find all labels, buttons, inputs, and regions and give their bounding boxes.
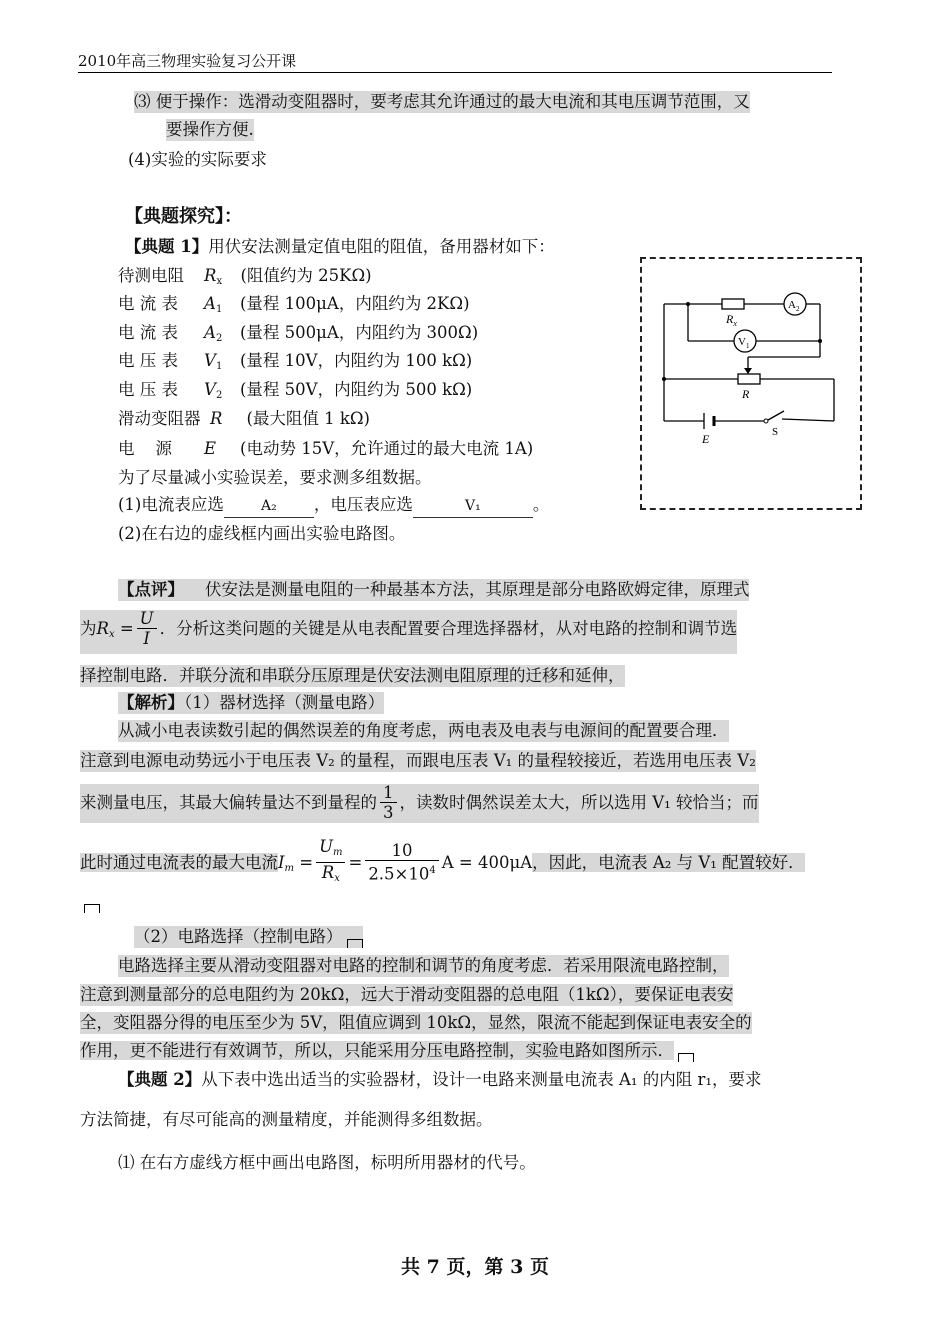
intro-point-4: (4)实验的实际要求 [128, 150, 267, 169]
switch-lever [768, 411, 784, 420]
analysis-p2-line1: 电路选择主要从滑动变阻器对电路的控制和调节的角度考虑．若采用限流电路控制， [118, 956, 729, 975]
one-third-num: 1 [380, 784, 397, 803]
equipment-description: (阻值约为 25KΩ) [240, 266, 372, 285]
switch-contact [764, 419, 768, 423]
junction-dot [818, 339, 822, 343]
equipment-name: 电 流 表 [118, 323, 178, 342]
analysis-p1-line3 [80, 784, 759, 823]
q1-prefix: (1)电流表应选 [118, 495, 224, 514]
rx-resistor-symbol [722, 299, 744, 309]
example-1-intro-text: 用伏安法测量定值电阻的阻值，备用器材如下： [208, 237, 555, 256]
current-value-fraction [365, 842, 438, 885]
equipment-symbol-sub: x [216, 276, 223, 287]
analysis-heading-2 [134, 926, 363, 948]
comment-text-1: 伏安法是测量电阻的一种最基本方法，其原理是部分电路欧姆定律，原理式 [204, 580, 750, 599]
one-third-fraction [380, 784, 397, 823]
current-numerator: 10 [365, 842, 438, 861]
p1-line3-pre: 来测量电压，其最大偏转量达不到量程的 [80, 793, 377, 812]
a2-label: $A_2$ [788, 299, 800, 313]
analysis-p2-line4 [80, 1040, 694, 1062]
equipment-item [118, 438, 533, 460]
analysis-p1-line4: 此时通过电流表的最大电流$I_m$ = $\frac{U_m}{R_x}$ = $\frac{10}{2.5\times 10^4}$ A = 400μA，因此，电流表 A₂ 与 V₁ 配置较好． [80, 838, 805, 890]
rx-label: $R_x$ [726, 312, 737, 328]
rheostat-label: R [742, 387, 750, 401]
example-1-question-1 [118, 494, 549, 518]
current-denominator: 2.5×10 [368, 864, 430, 884]
equipment-symbol-sub: 2 [216, 333, 223, 344]
rx-symbol: R [321, 863, 335, 882]
one-third-den: 3 [383, 803, 394, 822]
p1-line3-post: ，读数时偶然误差太大，所以选用 V₁ 较恰当；而 [399, 793, 759, 812]
example-1-question-2: (2)在右边的虚线框内画出实验电路图。 [118, 524, 406, 543]
example-2-tag: 【典题 2】 [118, 1070, 202, 1089]
im-sub: m [284, 863, 295, 874]
p1-line4-post: ，因此，电流表 A₂ 与 V₁ 配置较好． [532, 853, 805, 872]
equipment-symbol: V [204, 351, 216, 370]
equipment-symbol: R [204, 266, 217, 285]
um-sub: m [333, 847, 343, 858]
equipment-symbol: V [204, 380, 216, 399]
equipment-name: 电 源 [118, 439, 172, 458]
page-header-title: 2010年高三物理实验复习公开课 [78, 52, 297, 70]
page-footer: 共 7 页，第 3 页 [401, 1256, 549, 1278]
current-result: A = 400μA [441, 853, 533, 872]
equipment-name: 电 压 表 [118, 351, 178, 370]
comment-tag: 【点评】 [118, 580, 184, 599]
example-1-tag: 【典题 1】 [125, 237, 209, 256]
equipment-name: 待测电阻 [118, 266, 184, 285]
equipment-description: (量程 100μA，内阻约为 2KΩ) [240, 294, 470, 313]
junction-dot [662, 377, 666, 381]
equipment-item [118, 265, 372, 293]
q1-mid: ，电压表应选 [313, 495, 413, 514]
example-2-text-1: 从下表中选出适当的实验器材，设计一电路来测量电流表 A₁ 的内阻 r₁，要求 [201, 1070, 762, 1089]
equipment-symbol: A [204, 323, 216, 342]
equipment-symbol: R [210, 409, 223, 428]
paragraph-mark-icon [84, 904, 100, 913]
equipment-description: (最大阻值 1 kΩ) [246, 409, 370, 428]
q1-end: 。 [532, 495, 550, 514]
analysis-p2-line2: 注意到测量部分的总电阻约为 20kΩ，远大于滑动变阻器的总电阻（1kΩ），要保证电表安 [80, 985, 734, 1004]
equipment-symbol-sub: 1 [216, 304, 223, 315]
equipment-item [118, 379, 472, 407]
switch-label: S [772, 426, 779, 438]
equipment-description: (量程 50V，内阻约为 500 kΩ) [240, 380, 473, 399]
equipment-name: 电 流 表 [118, 294, 178, 313]
example-2-question-1: ⑴ 在右方虚线方框中画出电路图，标明所用器材的代号。 [118, 1153, 536, 1172]
junction-dot [686, 302, 690, 306]
v1-label: $V_1$ [738, 336, 750, 350]
intro-point-3-line2: 要操作方便. [166, 120, 254, 139]
equipment-item [118, 350, 472, 378]
comment-line-2: 为$R_x$ = $\frac{U}{I}$ ．分析这类问题的关键是从电表配置要合理选择器材，从对电路的控制和调节选 [80, 610, 737, 654]
formula-rx: R [96, 619, 109, 638]
comment-line-3: 择控制电路．并联分流和串联分压原理是伏安法测电阻原理的迁移和延伸， [80, 666, 625, 685]
equipment-symbol-sub: 1 [216, 361, 223, 372]
section-title: 【典题探究】： [125, 206, 242, 227]
example-1-intro [125, 236, 555, 258]
analysis-p2-line3: 全，变阻器分得的电压至少为 5V，阻值应调到 10kΩ，显然，限流不能起到保证电表安全的 [80, 1013, 752, 1032]
intro-point-3-line1: ⑶ 便于操作：选滑动变阻器时，要考虑其允许通过的最大电流和其电压调节范围，又 [134, 92, 750, 111]
circuit-diagram [642, 259, 860, 508]
equipment-description: (量程 10V，内阻约为 100 kΩ) [240, 351, 473, 370]
p1-line4-pre: 此时通过电流表的最大电流 [80, 853, 278, 872]
example-2-line1 [118, 1069, 762, 1091]
paragraph-mark-icon [347, 939, 363, 948]
equipment-description: (量程 500μA，内阻约为 300Ω) [240, 323, 479, 342]
um-symbol: U [319, 837, 333, 856]
analysis-tag: 【解析】 [118, 693, 184, 712]
formula-fraction [137, 610, 157, 649]
equipment-item [118, 408, 370, 430]
current-exponent: 4 [429, 865, 436, 877]
q1-answer-ammeter: A₂ [224, 495, 314, 518]
p2-line4-text: 作用，更不能进行有效调节，所以，只能采用分压电路控制，实验电路如图所示． [80, 1041, 674, 1060]
um-rx-fraction [316, 838, 345, 889]
equipment-symbol: A [204, 294, 216, 313]
example-1-requirement: 为了尽量减小实验误差，要求测多组数据。 [118, 468, 432, 487]
battery-label: E [702, 432, 710, 446]
equipment-symbol-sub: 2 [216, 390, 223, 401]
equipment-name: 电 压 表 [118, 380, 178, 399]
equipment-item [118, 322, 478, 350]
formula-denominator: I [143, 629, 150, 648]
analysis-head2: （2）电路选择（控制电路） [134, 927, 343, 946]
comment-line-1 [118, 579, 749, 601]
header-rule [78, 72, 832, 73]
analysis-p1-line2: 注意到电源电动势远小于电压表 V₂ 的量程，而跟电压表 V₁ 的量程较接近，若选用电压表 V₂ [80, 751, 756, 770]
equipment-name: 滑动变阻器 [118, 409, 201, 428]
equipment-symbol: E [204, 439, 217, 458]
rheostat-symbol [738, 374, 760, 384]
example-2-line2: 方法简捷，有尽可能高的测量精度，并能测得多组数据。 [80, 1110, 493, 1129]
formula-numerator: U [137, 610, 157, 629]
im-symbol: I [278, 853, 285, 872]
comment-line2-pre: 为 [80, 619, 97, 638]
circuit-diagram-box [640, 257, 862, 510]
comment-line2-post: ．分析这类问题的关键是从电表配置要合理选择器材，从对电路的控制和调节选 [159, 619, 738, 638]
formula-rx-sub: x [108, 629, 115, 640]
q1-answer-voltmeter: V₁ [413, 495, 533, 518]
analysis-p1-line1: 从减小电表读数引起的偶然误差的角度考虑，两电表及电表与电源间的配置要合理． [118, 721, 729, 740]
equipment-description: (电动势 15V，允许通过的最大电流 1A) [240, 439, 534, 458]
paragraph-mark-icon [678, 1053, 694, 1062]
slider-arrow-icon [744, 368, 752, 374]
rx-sub: x [334, 873, 340, 884]
analysis-heading-1 [118, 692, 384, 714]
equipment-item [118, 293, 470, 321]
analysis-head1: （1）器材选择（测量电路） [184, 693, 385, 712]
